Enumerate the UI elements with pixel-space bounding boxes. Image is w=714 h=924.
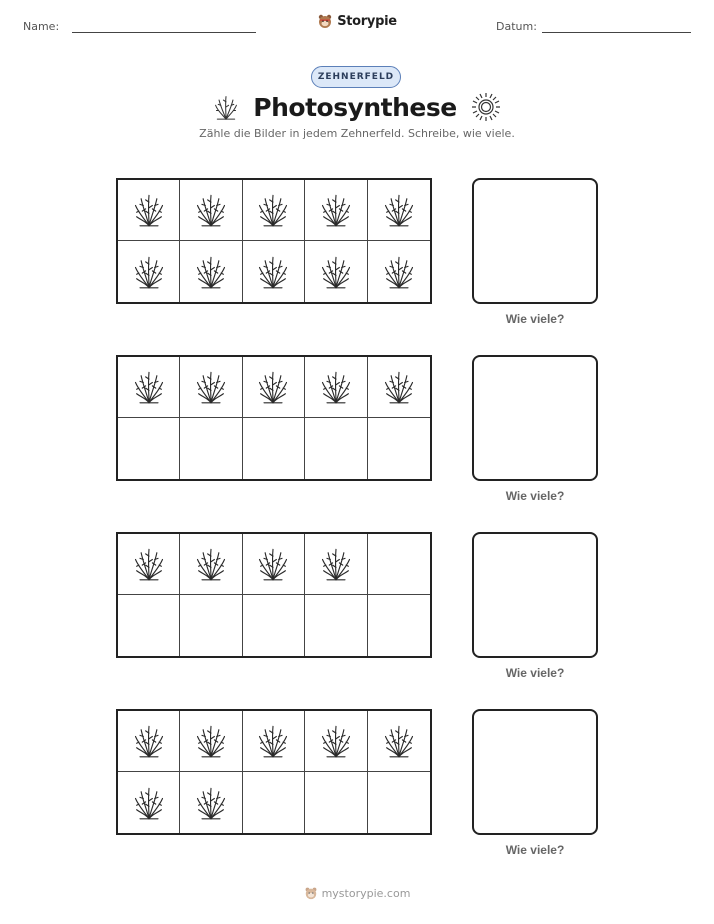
answer-box[interactable] [472, 532, 598, 658]
date-label: Datum: [496, 20, 537, 33]
ten-frame-cell [243, 772, 305, 833]
ten-frame-cell [243, 534, 305, 595]
ten-frame-cell [305, 595, 367, 656]
seaweed-icon [132, 723, 166, 759]
ten-frame-cell [118, 418, 180, 479]
seaweed-icon [194, 192, 228, 228]
date-line[interactable] [542, 32, 691, 33]
ten-frame-cell [243, 241, 305, 302]
ten-frame [116, 532, 432, 658]
ten-frame-cell [118, 711, 180, 772]
ten-frame-cell [118, 241, 180, 302]
ten-frame-cell [180, 418, 242, 479]
instructions: Zähle die Bilder in jedem Zehnerfeld. Schreibe, wie viele. [199, 127, 515, 140]
ten-frame-cell [305, 418, 367, 479]
ten-frame-cell [180, 180, 242, 241]
ten-frame-cell [243, 711, 305, 772]
seaweed-icon [132, 546, 166, 582]
mascot-icon [304, 886, 318, 900]
ten-frame-cell [243, 595, 305, 656]
seaweed-icon [256, 546, 290, 582]
seaweed-icon [256, 192, 290, 228]
ten-frame-cell [305, 357, 367, 418]
seaweed-icon [132, 192, 166, 228]
ten-frame-cell [118, 357, 180, 418]
brand-logo [0, 13, 714, 29]
ten-frame-cell [368, 357, 430, 418]
seaweed-icon [194, 546, 228, 582]
ten-frame-cell [180, 534, 242, 595]
ten-frame-cell [180, 241, 242, 302]
seaweed-icon [319, 723, 353, 759]
ten-frame [116, 709, 432, 835]
seaweed-icon [319, 254, 353, 290]
ten-frame-cell [180, 711, 242, 772]
seaweed-icon [132, 254, 166, 290]
ten-frame-cell [305, 534, 367, 595]
seaweed-icon [382, 369, 416, 405]
ten-frame-cell [180, 357, 242, 418]
ten-frame-cell [368, 418, 430, 479]
ten-frame [116, 355, 432, 481]
answer-prompt: Wie viele? [505, 843, 565, 857]
seaweed-icon [213, 93, 239, 121]
ten-frame-cell [368, 241, 430, 302]
title-row [0, 92, 714, 122]
ten-frame-cell [368, 534, 430, 595]
footer-url[interactable]: mystorypie.com [321, 886, 411, 900]
seaweed-icon [382, 254, 416, 290]
seaweed-icon [256, 254, 290, 290]
ten-frame-cell [243, 357, 305, 418]
ten-frame-cell [118, 180, 180, 241]
seaweed-icon [319, 192, 353, 228]
brand-name: Storypie [337, 13, 397, 29]
answer-box[interactable] [472, 355, 598, 481]
seaweed-icon [132, 785, 166, 821]
name-line[interactable] [72, 32, 256, 33]
seaweed-icon [319, 369, 353, 405]
answer-box[interactable] [472, 178, 598, 304]
ten-frame-cell [305, 241, 367, 302]
answer-prompt: Wie viele? [505, 666, 565, 680]
ten-frame-cell [118, 534, 180, 595]
ten-frame [116, 178, 432, 304]
answer-prompt: Wie viele? [505, 312, 565, 326]
page-title: Photosynthese [253, 92, 457, 122]
seaweed-icon [194, 369, 228, 405]
ten-frame-cell [305, 180, 367, 241]
answer-box[interactable] [472, 709, 598, 835]
ten-frame-cell [368, 711, 430, 772]
ten-frame-cell [368, 772, 430, 833]
seaweed-icon [194, 254, 228, 290]
seaweed-icon [256, 369, 290, 405]
ten-frame-cell [368, 180, 430, 241]
name-label: Name: [23, 20, 60, 33]
seaweed-icon [194, 723, 228, 759]
sun-icon [471, 92, 501, 122]
ten-frame-cell [243, 180, 305, 241]
seaweed-icon [319, 546, 353, 582]
ten-frame-cell [180, 772, 242, 833]
footer [0, 886, 714, 900]
seaweed-icon [382, 192, 416, 228]
seaweed-icon [194, 785, 228, 821]
ten-frame-cell [368, 595, 430, 656]
answer-prompt: Wie viele? [505, 489, 565, 503]
ten-frame-cell [118, 772, 180, 833]
mascot-icon [317, 13, 333, 29]
ten-frame-cell [243, 418, 305, 479]
ten-frame-cell [118, 595, 180, 656]
ten-frame-cell [305, 772, 367, 833]
seaweed-icon [256, 723, 290, 759]
seaweed-icon [132, 369, 166, 405]
ten-frame-cell [180, 595, 242, 656]
category-badge: ZEHNERFELD [311, 66, 401, 88]
ten-frame-cell [305, 711, 367, 772]
seaweed-icon [382, 723, 416, 759]
